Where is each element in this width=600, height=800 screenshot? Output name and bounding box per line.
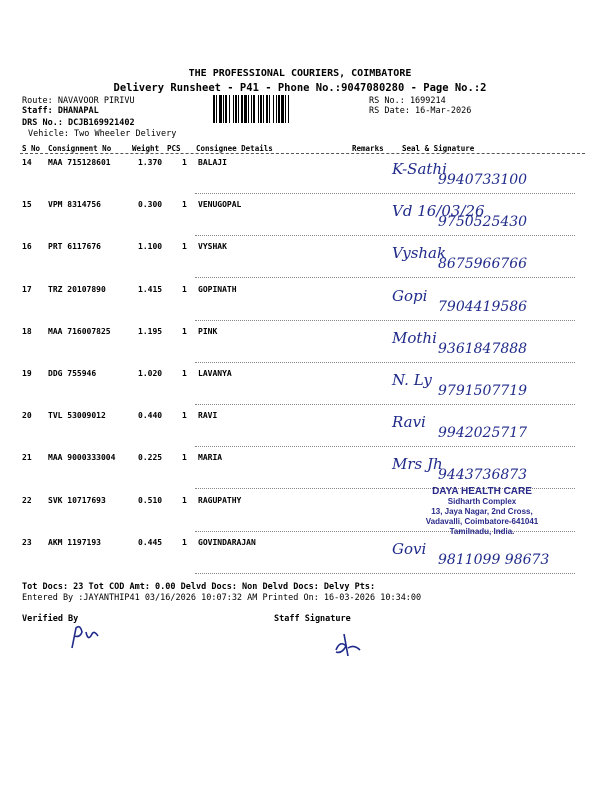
row-separator	[195, 320, 575, 321]
row-weight: 0.440	[138, 411, 163, 420]
row-phone: 8675966766	[438, 256, 528, 272]
barcode-image	[211, 95, 366, 123]
row-signature: K-Sathi	[392, 160, 447, 178]
col-seal: Seal & Signature	[402, 144, 475, 153]
row-consignment-no: AKM 1197193	[48, 538, 101, 547]
drs-label: DRS No.: DCJB169921402	[22, 118, 135, 128]
row-signature: Gopi	[392, 287, 428, 305]
col-consignee: Consignee Details	[196, 144, 273, 153]
row-signature: Mrs Jh	[392, 455, 443, 473]
stamp-line: Sidharth Complex	[447, 497, 517, 506]
row-separator	[195, 446, 575, 447]
row-weight: 1.195	[138, 327, 163, 336]
row-pcs: 1	[182, 242, 187, 251]
stamp-line: Tamilnadu, India.	[449, 527, 515, 536]
row-separator	[195, 277, 575, 278]
report-subtitle: Delivery Runsheet - P41 - Phone No.:9047080280 - Page No.:2	[113, 82, 487, 94]
row-signature: Govi	[392, 540, 427, 558]
row-phone: 9940733100	[438, 172, 528, 188]
row-pcs: 1	[182, 327, 187, 336]
verified-by-label: Verified By	[22, 614, 79, 624]
row-separator	[195, 193, 575, 194]
row-consignee: BALAJI	[198, 158, 227, 167]
row-phone: 9361847888	[438, 341, 528, 357]
row-signature: N. Ly	[392, 371, 432, 389]
row-pcs: 1	[182, 411, 187, 420]
row-consignee: VENUGOPAL	[198, 200, 242, 209]
row-signature: Vyshak	[392, 244, 447, 262]
stamp-line: DAYA HEALTH CARE	[432, 486, 532, 497]
rs-no-label: RS No.: 1699214	[369, 96, 446, 106]
row-weight: 1.370	[138, 158, 163, 167]
row-consignee: LAVANYA	[198, 369, 232, 378]
health-care-stamp	[412, 487, 552, 537]
row-separator	[195, 235, 575, 236]
row-consignee: PINK	[198, 327, 218, 336]
row-pcs: 1	[182, 158, 187, 167]
row-signature: Vd 16/03/26	[392, 202, 485, 220]
vehicle-label: Vehicle: Two Wheeler Delivery	[28, 129, 177, 139]
row-phone: 9791507719	[438, 383, 528, 399]
row-phone: 9942025717	[438, 425, 528, 441]
row-separator	[195, 573, 575, 574]
row-separator	[195, 362, 575, 363]
row-sno: 17	[22, 285, 32, 294]
row-sno: 18	[22, 327, 32, 336]
row-consignment-no: TVL 53009012	[48, 411, 106, 420]
row-weight: 1.020	[138, 369, 163, 378]
col-sno: S No	[22, 144, 41, 153]
row-pcs: 1	[182, 200, 187, 209]
row-phone: 9811099 98673	[438, 552, 550, 568]
row-weight: 0.225	[138, 453, 163, 462]
row-sno: 23	[22, 538, 32, 547]
row-pcs: 1	[182, 369, 187, 378]
row-consignment-no: SVK 10717693	[48, 496, 106, 505]
row-sno: 21	[22, 453, 32, 462]
row-sno: 20	[22, 411, 32, 420]
totals-line: Tot Docs: 23 Tot COD Amt: 0.00 Delvd Docs: Non Delvd Docs: Delvy Pts:	[22, 582, 376, 592]
row-phone: 7904419586	[438, 299, 528, 315]
row-pcs: 1	[182, 453, 187, 462]
row-consignee: RAGUPATHY	[198, 496, 242, 505]
row-consignment-no: VPM 8314756	[48, 200, 101, 209]
row-sno: 14	[22, 158, 32, 167]
rs-date-label: RS Date: 16-Mar-2026	[369, 106, 472, 116]
row-sno: 16	[22, 242, 32, 251]
report-title: THE PROFESSIONAL COURIERS, COIMBATORE	[188, 68, 412, 79]
row-sno: 15	[22, 200, 32, 209]
row-pcs: 1	[182, 538, 187, 547]
staff-signature-image	[330, 630, 364, 660]
row-consignment-no: MAA 716007825	[48, 327, 111, 336]
row-weight: 1.100	[138, 242, 163, 251]
row-weight: 0.445	[138, 538, 163, 547]
row-consignment-no: DDG 755946	[48, 369, 97, 378]
col-pcs: PCS	[167, 144, 181, 153]
col-weight: Weight	[132, 144, 160, 153]
row-phone: 9750525430	[438, 214, 528, 230]
row-sno: 22	[22, 496, 32, 505]
row-consignee: GOVINDARAJAN	[198, 538, 256, 547]
stamp-line: 13, Jaya Nagar, 2nd Cross,	[431, 507, 533, 516]
col-consignment: Consignment No	[48, 144, 112, 153]
row-signature: Ravi	[392, 413, 426, 431]
row-consignment-no: TRZ 20107890	[48, 285, 106, 294]
row-separator	[195, 404, 575, 405]
entered-by-line: Entered By :JAYANTHIP41 03/16/2026 10:07:32 AM Printed On: 16-03-2026 10:34:00	[22, 593, 422, 603]
route-label: Route: NAVAVOOR PIRIVU	[22, 96, 135, 106]
row-weight: 1.415	[138, 285, 163, 294]
row-sno: 19	[22, 369, 32, 378]
col-remarks: Remarks	[352, 144, 384, 153]
row-pcs: 1	[182, 285, 187, 294]
stamp-line: Vadavalli, Coimbatore-641041	[425, 517, 539, 526]
row-consignee: MARIA	[198, 453, 223, 462]
row-consignee: VYSHAK	[198, 242, 227, 251]
row-phone: 9443736873	[438, 467, 528, 483]
row-weight: 0.300	[138, 200, 163, 209]
staff-signature-label: Staff Signature	[274, 614, 351, 624]
row-consignment-no: MAA 715128601	[48, 158, 111, 167]
header-separator	[20, 153, 585, 154]
verified-signature-image	[68, 622, 108, 652]
row-pcs: 1	[182, 496, 187, 505]
row-consignment-no: MAA 9000333004	[48, 453, 116, 462]
staff-label: Staff: DHANAPAL	[22, 106, 99, 116]
row-weight: 0.510	[138, 496, 163, 505]
row-consignment-no: PRT 6117676	[48, 242, 101, 251]
row-consignee: RAVI	[198, 411, 218, 420]
row-signature: Mothi	[392, 329, 437, 347]
row-consignee: GOPINATH	[198, 285, 237, 294]
